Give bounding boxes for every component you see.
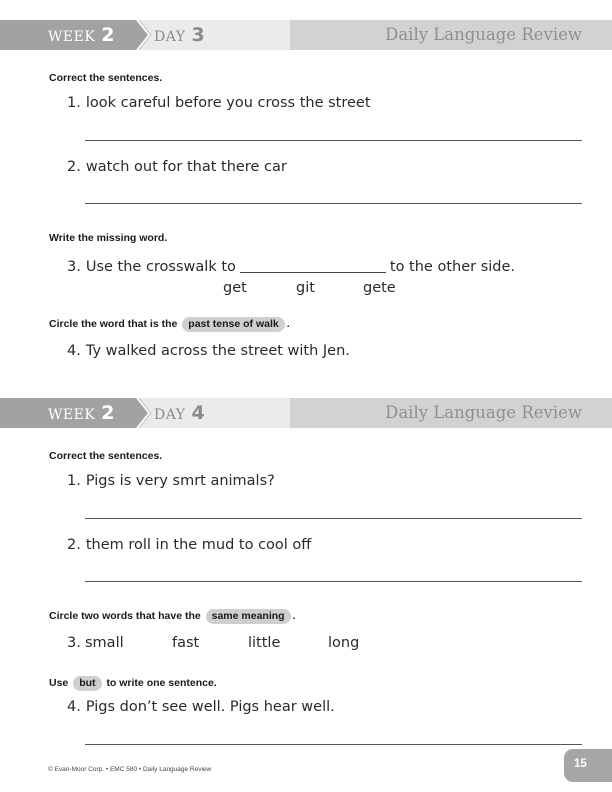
question-text: look careful before you cross the street: [85, 95, 371, 111]
question-text: watch out for that there car: [85, 159, 287, 175]
week-number: 2: [101, 402, 116, 424]
word-choice[interactable]: fast: [172, 635, 200, 651]
answer-line[interactable]: [85, 140, 582, 141]
question-text: them roll in the mud to cool off: [85, 537, 312, 553]
question-text: Pigs don’t see well. Pigs hear well.: [85, 699, 335, 715]
question-number: 1.: [67, 95, 81, 111]
question-3: [67, 257, 515, 275]
instruction-same-meaning: Circle two words that have the same meaning .: [49, 610, 296, 622]
day-number: 4: [191, 402, 206, 424]
highlight-pill: but: [73, 676, 101, 691]
question-number: 4.: [67, 699, 81, 715]
question-4: [67, 699, 335, 715]
answer-line[interactable]: [85, 518, 582, 519]
instruction-correct-sentences: Correct the sentences.: [49, 450, 163, 462]
question-number: 2.: [67, 537, 81, 553]
question-text-after: to the other side.: [389, 259, 516, 275]
instruction-missing-word: Write the missing word.: [49, 232, 168, 244]
question-number: 4.: [67, 343, 81, 359]
page-number-tab: [564, 749, 612, 782]
fill-in-blank[interactable]: [240, 257, 386, 273]
word-choice[interactable]: gete: [363, 280, 396, 296]
question-2: [67, 159, 287, 175]
week-label: WEEK 2: [48, 24, 116, 46]
section-header: [0, 398, 612, 428]
question-number: 3.: [67, 259, 81, 275]
week-label: WEEK 2: [48, 402, 116, 424]
day-label: DAY 3: [154, 24, 206, 46]
day-number: 3: [191, 24, 206, 46]
answer-line[interactable]: [85, 203, 582, 204]
word-choice[interactable]: long: [328, 635, 360, 651]
instruction-correct-sentences: Correct the sentences.: [49, 72, 163, 84]
page-number: 15: [574, 758, 587, 770]
question-text-before: Use the crosswalk to: [85, 259, 236, 275]
question-2: [67, 537, 311, 553]
question-1: [67, 473, 275, 489]
header-title: Daily Language Review: [385, 25, 582, 44]
answer-line[interactable]: [85, 744, 582, 745]
question-text: Pigs is very smrt animals?: [85, 473, 275, 489]
instruction-past-tense: Circle the word that is the past tense of walk .: [49, 318, 290, 330]
section-header: [0, 20, 612, 50]
header-title: Daily Language Review: [385, 403, 582, 422]
question-text[interactable]: Ty walked across the street with Jen.: [85, 343, 350, 359]
word-choice[interactable]: small: [85, 635, 124, 651]
question-3: [67, 635, 86, 651]
question-number: 3.: [67, 635, 81, 651]
question-4: [67, 343, 350, 359]
highlight-pill: same meaning: [206, 609, 291, 624]
word-choice[interactable]: little: [248, 635, 281, 651]
week-number: 2: [101, 24, 116, 46]
day-label: DAY 4: [154, 402, 206, 424]
copyright-footer: © Evan-Moor Corp. • EMC 580 • Daily Language Review: [48, 766, 212, 773]
instruction-use-but: Use but to write one sentence.: [49, 677, 217, 689]
question-number: 1.: [67, 473, 81, 489]
word-choice[interactable]: git: [296, 280, 315, 296]
word-choice[interactable]: get: [223, 280, 247, 296]
answer-line[interactable]: [85, 581, 582, 582]
question-1: [67, 95, 371, 111]
question-number: 2.: [67, 159, 81, 175]
highlight-pill: past tense of walk: [182, 317, 284, 332]
